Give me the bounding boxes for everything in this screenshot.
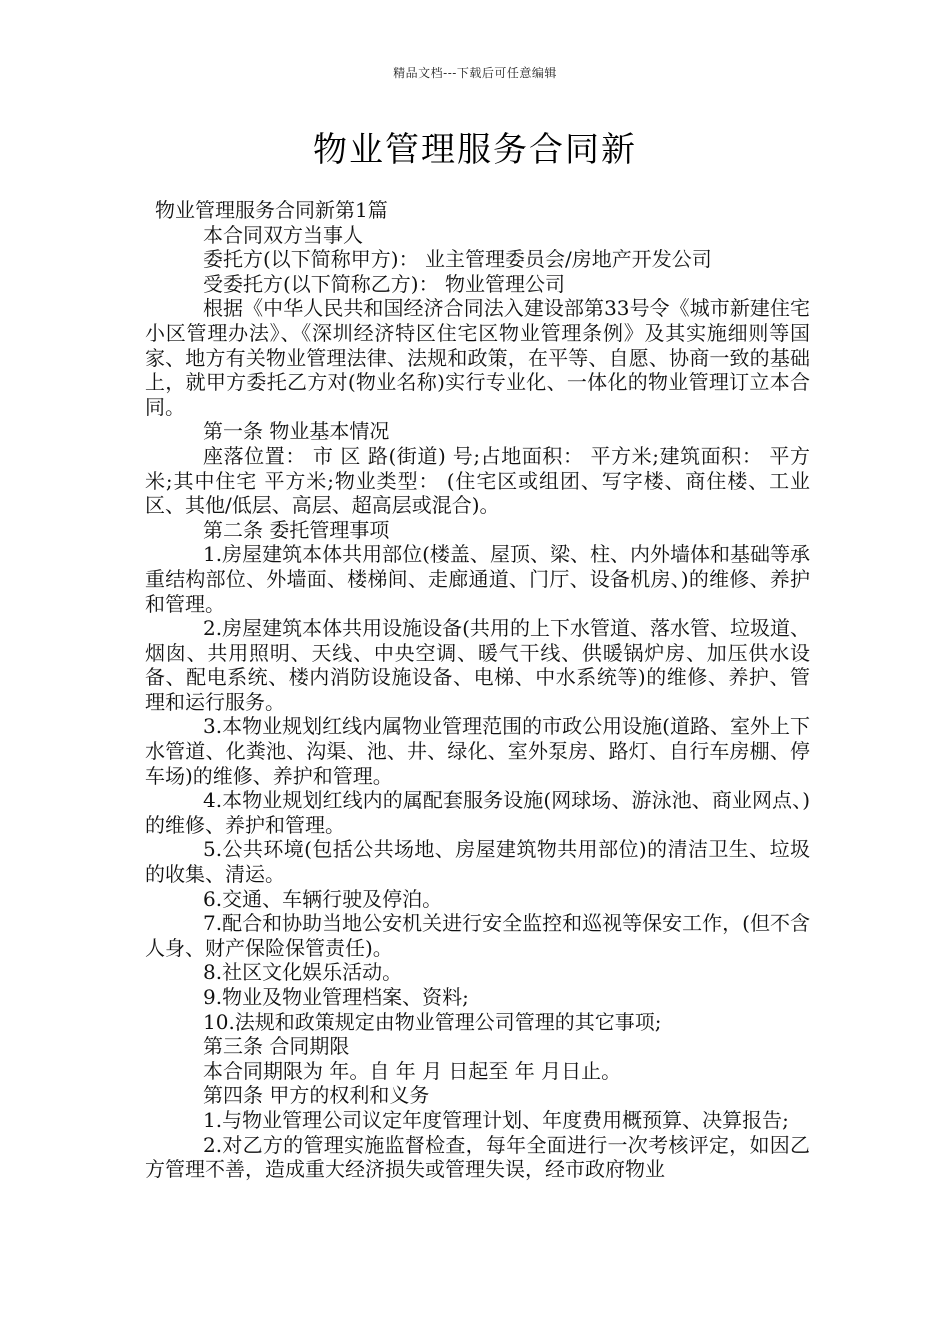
document-body [145,198,810,1182]
article-heading: 第一条 物业基本情况 [203,419,390,444]
list-item: 5.公共环境(包括公共场地、房屋建筑物共用部位)的清洁卫生、垃圾的收集、清运。 [145,837,810,887]
list-item: 10.法规和政策规定由物业管理公司管理的其它事项; [203,1009,662,1034]
document-title: 物业管理服务合同新 [313,130,637,170]
paragraph: 座落位置： 市 区 路(街道) 号;占地面积： 平方米;建筑面积： 平方米;其中住宅 平方米;物业类型： (住宅区或组团、写字楼、商住楼、工业区、其他/低层、高层、超高层或混合)。 [145,443,810,518]
list-item: 3.本物业规划红线内属物业管理范围的市政公用设施(道路、室外上下水管道、化粪池、沟渠、池、井、绿化、室外泵房、路灯、自行车房棚、停车场)的维修、养护和管理。 [145,714,810,788]
article-heading: 第三条 合同期限 [203,1034,350,1059]
paragraph: 委托方(以下简称甲方)： 业主管理委员会/房地产开发公司 [203,247,712,272]
list-item: 2.房屋建筑本体共用设施设备(共用的上下水管道、落水管、垃圾道、烟囱、共用照明、天线、中央空调、暖气干线、供暖锅炉房、加压供水设备、配电系统、楼内消防设施设备、电梯、中水系统等)的维修、养护、管理和运行服务。 [145,616,810,714]
paragraph: 根据《中华人民共和国经济合同法入建设部第33号令《城市新建住宅小区管理办法》、《深圳经济特区住宅区物业管理条例》及其实施细则等国家、地方有关物业管理法律、法规和政策，在平等、自愿、协商一致的基础上，就甲方委托乙方对(物业名称)实行专业化、一体化的物业管理订立本合同。 [145,296,810,419]
paragraph: 受委托方(以下简称乙方)： 物业管理公司 [203,271,565,296]
list-item: 4.本物业规划红线内的属配套服务设施(网球场、游泳池、商业网点、)的维修、养护和管理。 [145,788,810,837]
list-item: 1.与物业管理公司议定年度管理计划、年度费用概预算、决算报告; [203,1107,789,1132]
section-subtitle: 物业管理服务合同新第1篇 [155,198,388,222]
list-item: 1.房屋建筑本体共用部位(楼盖、屋顶、梁、柱、内外墙体和基础等承重结构部位、外墙面、楼梯间、走廊通道、门厅、设备机房、)的维修、养护和管理。 [145,542,810,616]
article-heading: 第四条 甲方的权利和义务 [203,1083,430,1108]
list-item: 2.对乙方的管理实施监督检查，每年全面进行一次考核评定，如因乙方管理不善，造成重大经济损失或管理失误，经市政府物业 [145,1132,810,1182]
list-item: 7.配合和协助当地公安机关进行安全监控和巡视等保安工作，(但不含人身、财产保险保管责任)。 [145,911,810,960]
article-heading: 第二条 委托管理事项 [203,517,390,542]
list-item: 6.交通、车辆行驶及停泊。 [203,886,443,911]
list-item: 8.社区文化娱乐活动。 [203,960,403,985]
paragraph: 本合同双方当事人 [203,222,363,247]
paragraph: 本合同期限为 年。自 年 月 日起至 年 月日止。 [203,1058,622,1083]
list-item: 9.物业及物业管理档案、资料; [203,985,469,1009]
header-note: 精品文档---下载后可任意编辑 [393,66,557,80]
